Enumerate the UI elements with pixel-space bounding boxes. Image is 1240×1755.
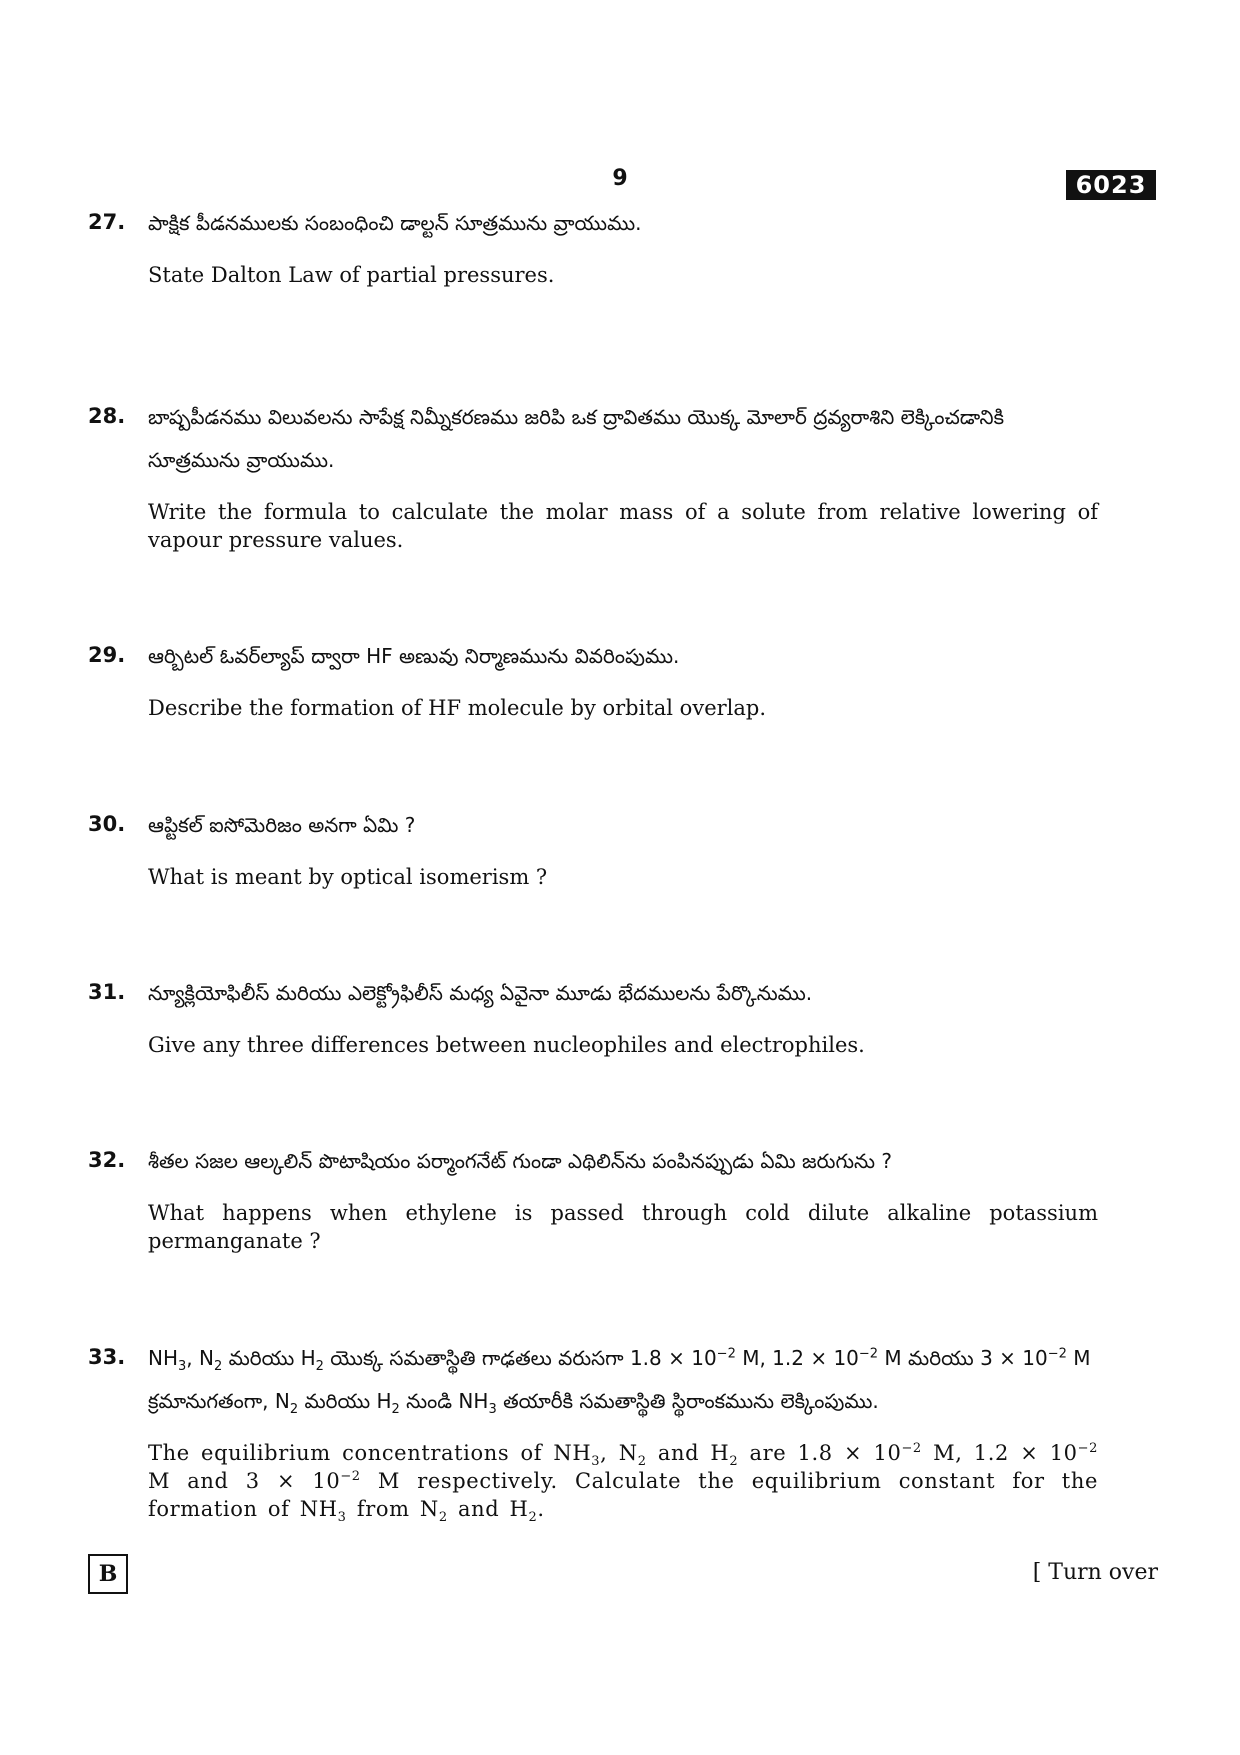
superscript: −2	[1077, 1441, 1098, 1456]
question-text-english: What is meant by optical isomerism ?	[148, 865, 548, 889]
question-number: 28.	[88, 404, 126, 428]
question-text-telugu: శీతల సజల ఆల్కలిన్ పొటాషియం పర్మాంగనేట్ గుండా ఎథిలిన్‌ను పంపినప్పుడు ఏమి జరుగును ?	[148, 1149, 892, 1173]
question-text-english: Write the formula to calculate the molar mass of a solute from relative lowering of vapour pressure values.	[148, 500, 1098, 552]
question-number: 30.	[88, 812, 126, 836]
question-text-telugu: బాష్పపీడనము విలువలను సాపేక్ష నిమ్నీకరణము జరిపి ఒక ద్రావితము యొక్క మోలార్ ద్రవ్యరాశిని లెక్కించడానికి సూత్రమును వ్రాయుము.	[148, 405, 1005, 472]
question-set-badge: B	[88, 1554, 128, 1594]
question-28	[88, 396, 1098, 554]
question-text-telugu: ఆర్బిటల్ ఓవర్‌ల్యాప్ ద్వారా HF అణువు నిర్మాణమును వివరింపుము.	[148, 644, 680, 668]
text-run: from N	[346, 1497, 439, 1521]
subscript: 2	[289, 1402, 299, 1417]
question-text-english: State Dalton Law of partial pressures.	[148, 263, 555, 287]
question-27	[88, 202, 1098, 289]
subscript: 2	[213, 1359, 223, 1374]
text-run: The equilibrium concentrations of NH	[148, 1441, 592, 1465]
text-run: తయారీకి సమతాస్థితి స్థిరాంకమును లెక్కింపుము.	[496, 1389, 879, 1413]
question-30	[88, 804, 1098, 891]
question-number: 31.	[88, 980, 126, 1004]
subscript: 3	[591, 1454, 601, 1470]
text-run: , N	[186, 1346, 214, 1370]
subscript: 3	[178, 1359, 187, 1374]
question-number: 33.	[88, 1345, 126, 1369]
text-run: M respectively. Calculate the equilibrium constant for the formation of NH	[148, 1469, 1098, 1521]
text-run: are 1.8 × 10	[738, 1441, 902, 1465]
subscript: 2	[637, 1454, 647, 1470]
text-run: మరియు H	[222, 1346, 316, 1370]
subscript: 2	[528, 1510, 538, 1526]
text-run: నుండి NH	[399, 1389, 489, 1413]
text-run: .	[537, 1497, 545, 1521]
question-text-english: Give any three differences between nucleophiles and electrophiles.	[148, 1033, 865, 1057]
text-run: NH	[148, 1346, 178, 1370]
question-31	[88, 972, 1098, 1059]
question-33	[88, 1337, 1098, 1526]
paper-code-badge: 6023	[1066, 170, 1156, 200]
text-run: M, 1.2 × 10	[921, 1441, 1078, 1465]
question-number: 27.	[88, 210, 126, 234]
text-run: and H	[646, 1441, 730, 1465]
text-run: M and 3 × 10	[148, 1469, 341, 1493]
subscript: 2	[391, 1402, 400, 1417]
superscript: −2	[1047, 1346, 1067, 1362]
text-run: , N	[600, 1441, 638, 1465]
subscript: 2	[438, 1510, 448, 1526]
subscript: 2	[315, 1359, 324, 1374]
question-29	[88, 635, 1098, 722]
text-run: and H	[447, 1497, 529, 1521]
page-number: 9	[612, 166, 628, 191]
text-run: M మరియు 3 × 10	[878, 1346, 1048, 1370]
subscript: 3	[488, 1402, 497, 1417]
text-run: యొక్క సమతాస్థితి గాఢతలు వరుసగా 1.8 × 10	[323, 1346, 717, 1370]
question-text-telugu	[148, 1337, 1098, 1423]
subscript: 3	[337, 1510, 347, 1526]
question-text-telugu: న్యూక్లియోఫిలీస్ మరియు ఎలెక్ట్రోఫిలీస్ మధ్య ఏవైనా మూడు భేదములను పేర్కొనుము.	[148, 981, 813, 1005]
question-text-telugu: పాక్షిక పీడనములకు సంబంధించి డాల్టన్ సూత్రమును వ్రాయుము.	[148, 211, 642, 235]
text-run: మరియు H	[298, 1389, 392, 1413]
text-run: M, 1.2 × 10	[735, 1346, 859, 1370]
text-run: M క్రమానుగతంగా, N	[148, 1346, 1091, 1413]
question-number: 29.	[88, 643, 126, 667]
question-text-english	[148, 1439, 1098, 1526]
question-text-english: Describe the formation of HF molecule by orbital overlap.	[148, 696, 767, 720]
superscript: −2	[901, 1441, 922, 1456]
question-number: 32.	[88, 1148, 126, 1172]
turn-over-note: [ Turn over	[1032, 1560, 1158, 1585]
question-text-telugu: ఆప్టికల్ ఐసోమెరిజం అనగా ఏమి ?	[148, 813, 416, 837]
question-text-english: What happens when ethylene is passed through cold dilute alkaline potassium permanganate ?	[148, 1201, 1098, 1253]
question-32	[88, 1140, 1098, 1255]
superscript: −2	[340, 1469, 361, 1484]
superscript: −2	[716, 1346, 736, 1362]
superscript: −2	[858, 1346, 879, 1362]
subscript: 2	[729, 1454, 739, 1470]
